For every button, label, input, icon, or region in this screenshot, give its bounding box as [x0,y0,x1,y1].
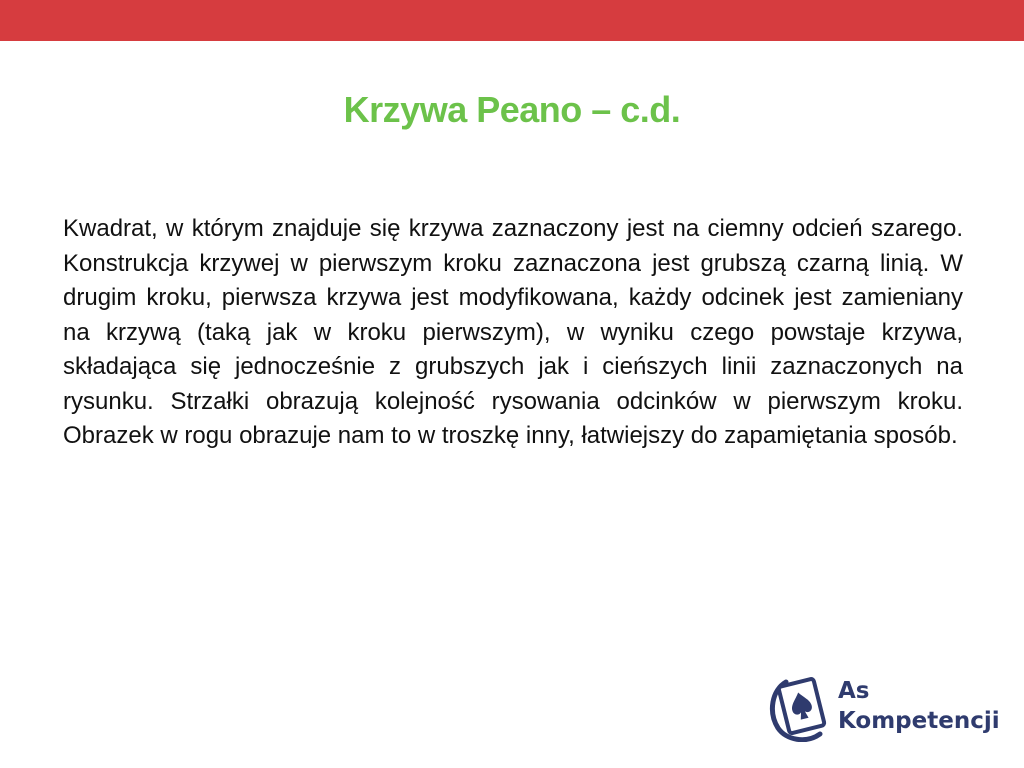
logo-line-as: As [838,678,870,704]
top-accent-bar [0,0,1024,41]
slide-body-text: Kwadrat, w którym znajduje się krzywa zaznaczony jest na ciemny odcień szarego. Konstrukcja krzywej w pierwszym kroku zaznaczona jest grubszą czarną linią. W drugim kroku, pierwsza krzywa jest modyfikowana, każdy odcinek jest zamieniany na krzywą (taką jak w kroku pierwszym), w wyniku czego powstaje krzywa, składająca się jednocześnie z grubszych jak i cieńszych linii zaznaczonych na rysunku. Strzałki obrazują kolejność rysowania odcinków w pierwszym kroku. Obrazek w rogu obrazuje nam to w troszkę inny, łatwiejszy do zapamiętania sposób. [63,215,963,449]
spade-card-emblem-icon [768,672,830,742]
slide-title: Krzywa Peano – c.d. [343,89,681,130]
logo-line-kompetencji: Kompetencji [838,708,1000,734]
logo-wordmark [838,676,1000,736]
as-kompetencji-logo [768,668,998,748]
